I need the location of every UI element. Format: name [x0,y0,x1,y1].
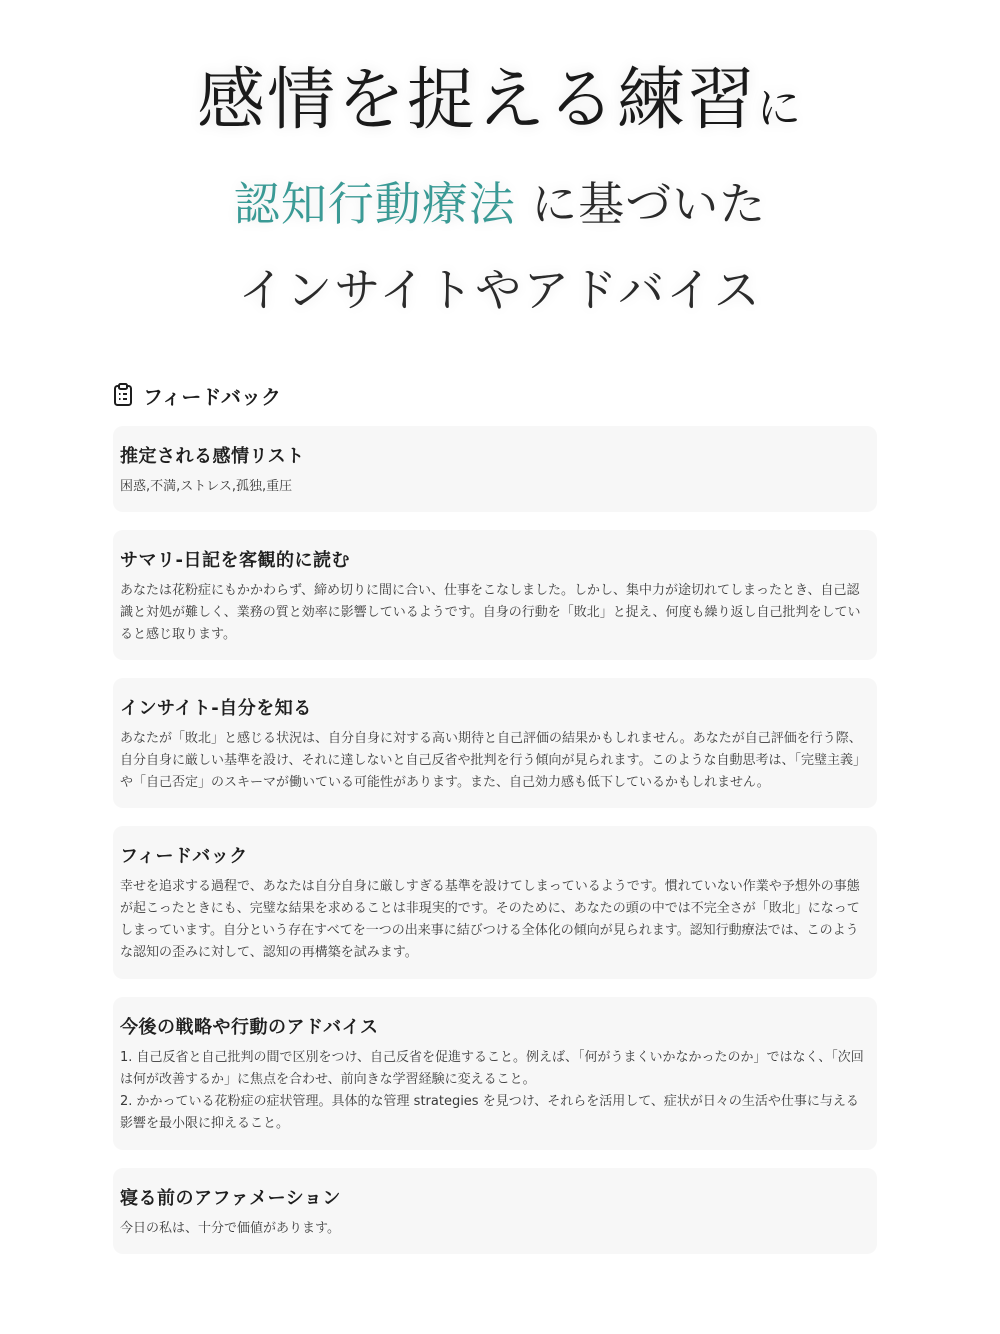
card-title: サマリ-日記を客観的に読む [120,550,350,571]
summary-card [113,530,877,660]
card-title: インサイト-自分を知る [120,698,312,719]
clipboard-icon [113,383,133,407]
card-title: 寝る前のアファメーション [120,1188,341,1209]
hero-title-suffix: に [757,83,803,134]
insight-card [113,678,877,808]
hero-subtitle-line-2: インサイトやアドバイス [238,263,762,317]
hero-accent-text: 認知行動療法 [233,177,516,231]
card-title: 推定される感情リスト [120,446,305,467]
advice-card [113,997,877,1150]
feedback-section-title: フィードバック [143,384,281,409]
hero-subtitle-line-1 [0,168,1000,234]
card-title: 今後の戦略や行動のアドバイス [120,1017,379,1038]
card-title: フィードバック [120,846,248,867]
affirmation-card [113,1168,877,1254]
feedback-card [113,826,877,979]
card-body: あなたは花粉症にもかかわらず、締め切りに間に合い、仕事をこなしました。しかし、集中力が途切れてしまったとき、自己認識と対処が難しく、業務の質と効率に影響しているようです。自身の行動を「敗北」と捉え、何度も繰り返し自己批判をしていると感じ取ります。 [120,583,861,642]
hero-title [0,46,1000,143]
emotion-list-card [113,426,877,512]
hero-subtitle-rest: に基づいた [515,177,767,231]
feedback-section-header [113,380,281,410]
card-body: 今日の私は、十分で価値があります。 [120,1221,340,1236]
card-body: 困惑,不満,ストレス,孤独,重圧 [120,479,293,494]
card-body: 幸せを追求する過程で、あなたは自分自身に厳しすぎる基準を設けてしまっているようです。慣れていない作業や予想外の事態が起こったときにも、完璧な結果を求めることは非現実的です。そのために、あなたの頭の中では不完全さが「敗北」になってしまっています。自分という存在すべてを一つの出来事に結びつける全体化の傾向が見られます。認知行動療法では、このような認知の歪みに対して、認知の再構築を試みます。 [120,879,860,960]
card-body: あなたが「敗北」と感じる状況は、自分自身に対する高い期待と自己評価の結果かもしれません。あなたが自己評価を行う際、自分自身に厳しい基準を設け、それに達しないと自己反省や批判を行う傾向が見られます。このような自動思考は、「完璧主義」や「自己否定」のスキーマが働いている可能性があります。また、自己効力感も低下しているかもしれません。 [120,731,866,790]
card-body: 1. 自己反省と自己批判の間で区別をつけ、自己反省を促進すること。例えば、「何がうまくいかなかったのか」ではなく、「次回は何が改善するか」に焦点を合わせ、前向きな学習経験に変えること。 2. かかっている花粉症の症状管理。具体的な管理 strategies を見つけ、それらを活用して、症状が日々の生活や仕事に与える影響を最小限に抑えること。 [120,1050,864,1131]
hero-title-main: 感情を捉える練習 [196,61,757,140]
